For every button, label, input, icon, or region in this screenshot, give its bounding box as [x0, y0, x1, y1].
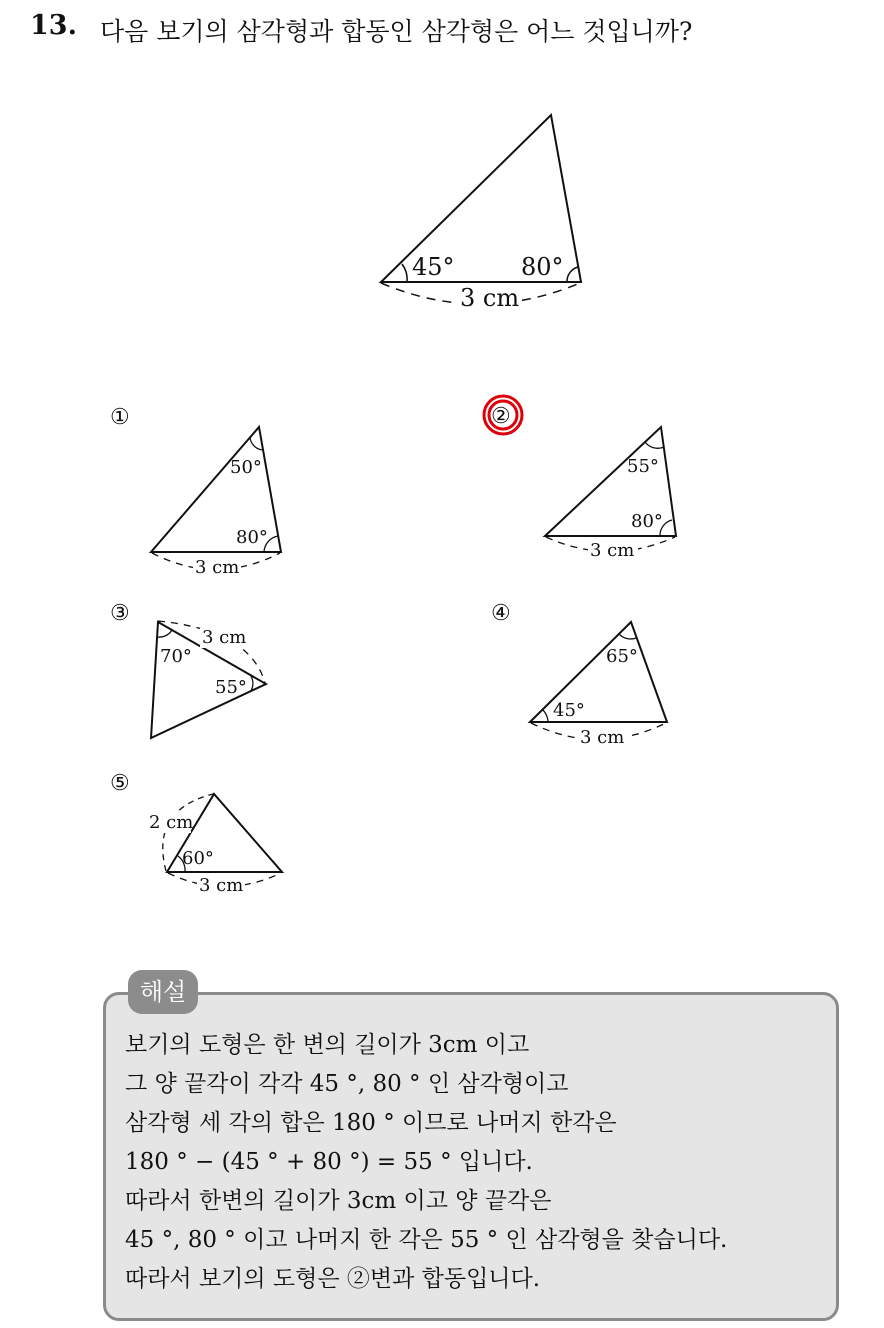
explanation-line: 45 °, 80 ° 이고 나머지 한 각은 55 ° 인 삼각형을 찾습니다.	[125, 1227, 728, 1253]
choice-4-angle-top: 65°	[606, 646, 638, 667]
choice-3-marker: ③	[110, 601, 130, 626]
choice-4[interactable]	[491, 601, 667, 748]
choice-2-angle-right: 80°	[631, 511, 663, 532]
question-number: 13.	[30, 10, 77, 41]
ref-angle-right: 80°	[521, 253, 564, 281]
reference-triangle	[381, 115, 581, 312]
choice-4-side: 3 cm	[580, 727, 625, 748]
question-text: 다음 보기의 삼각형과 합동인 삼각형은 어느 것입니까?	[100, 17, 693, 46]
choice-4-marker: ④	[491, 601, 511, 626]
choice-5[interactable]	[110, 771, 282, 896]
choice-5-side-left: 2 cm	[149, 812, 194, 833]
choice-1-side: 3 cm	[195, 557, 240, 578]
choice-2-angle-top: 55°	[627, 456, 659, 477]
ref-side-label: 3 cm	[460, 284, 520, 312]
choice-5-marker: ⑤	[110, 771, 130, 796]
choice-4-angle-left: 45°	[553, 700, 585, 721]
choice-2-marker: ②	[491, 404, 511, 429]
explanation-line: 따라서 보기의 도형은 ②변과 합동입니다.	[125, 1266, 541, 1292]
choice-1-angle-top: 50°	[230, 457, 262, 478]
choice-5-side-bottom: 3 cm	[199, 875, 244, 896]
choice-3-angle-top: 70°	[160, 646, 192, 667]
explanation-line: 그 양 끝각이 각각 45 °, 80 ° 인 삼각형이고	[125, 1071, 569, 1097]
choice-5-angle: 60°	[182, 848, 214, 869]
choice-1[interactable]	[110, 405, 281, 578]
choice-2-side: 3 cm	[590, 540, 635, 561]
explanation-line: 180 ° − (45 ° + 80 °) = 55 ° 입니다.	[125, 1149, 533, 1175]
choice-1-angle-right: 80°	[236, 527, 268, 548]
choice-3-angle-right: 55°	[215, 677, 247, 698]
choice-3-side: 3 cm	[202, 627, 247, 648]
explanation-tab: 해설	[128, 970, 198, 1014]
choice-2[interactable]	[484, 396, 676, 561]
choice-3[interactable]	[110, 601, 266, 738]
explanation-line: 보기의 도형은 한 변의 길이가 3cm 이고	[125, 1032, 530, 1058]
explanation-line: 삼각형 세 각의 합은 180 ° 이므로 나머지 한각은	[125, 1110, 617, 1136]
ref-angle-left: 45°	[412, 253, 455, 281]
explanation-text	[125, 1026, 727, 1299]
choice-1-marker: ①	[110, 405, 130, 430]
explanation-line: 따라서 한변의 길이가 3cm 이고 양 끝각은	[125, 1188, 552, 1214]
